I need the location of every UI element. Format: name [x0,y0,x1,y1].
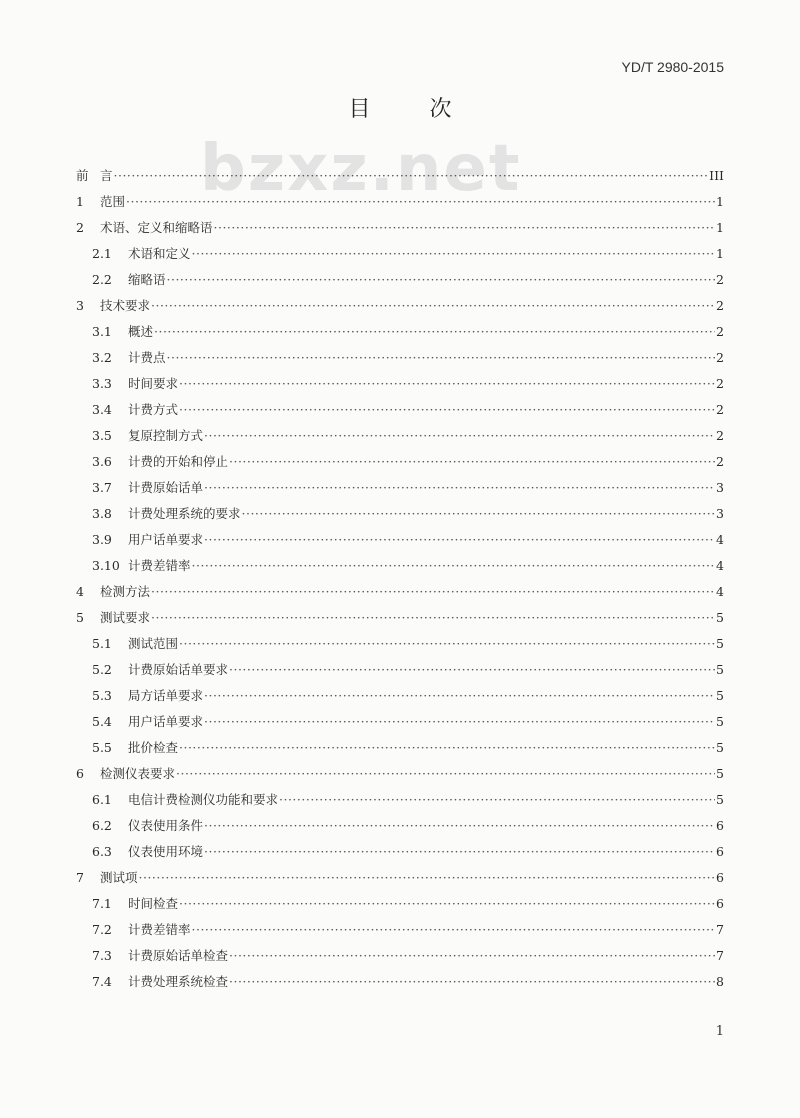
toc-entry-number: 6.3 [92,844,112,859]
table-of-contents [76,163,724,995]
toc-entry[interactable] [76,865,724,891]
toc-leader-dots [204,423,715,449]
toc-entry-page: 2 [716,272,724,287]
toc-entry-page: 5 [716,792,724,807]
toc-entry-number: 3.6 [92,454,112,469]
toc-entry-label: 缩略语 [128,272,166,287]
toc-entry[interactable] [76,371,724,397]
toc-leader-dots [192,917,716,943]
toc-entry-number: 3.1 [92,324,112,339]
toc-entry[interactable] [76,761,724,787]
toc-leader-dots [154,319,715,345]
toc-entry[interactable] [76,553,724,579]
toc-entry-page: 3 [716,506,724,521]
toc-entry-number: 3.3 [92,376,112,391]
toc-entry-label: 仪表使用环境 [128,844,204,859]
toc-leader-dots [151,605,715,631]
toc-entry-number: 7.3 [92,948,112,963]
toc-leader-dots [192,241,716,267]
toc-entry[interactable] [76,657,724,683]
toc-entry-page: 3 [716,480,724,495]
toc-leader-dots [204,527,715,553]
toc-entry-label: 计费原始话单检查 [128,948,229,963]
toc-entry[interactable] [76,241,724,267]
toc-entry-page: 5 [716,714,724,729]
toc-entry-page: 1 [716,246,724,261]
toc-entry-label: 测试范围 [128,636,179,651]
toc-entry-number: 6.1 [92,792,112,807]
toc-entry-number: 3 [76,298,84,313]
toc-entry-label: 言 [100,168,113,183]
toc-entry[interactable] [76,631,724,657]
toc-entry-label: 计费差错率 [128,922,191,937]
toc-entry-page: 8 [716,974,724,989]
toc-entry-number: 3.7 [92,480,112,495]
toc-entry-label: 检测方法 [100,584,151,599]
toc-entry[interactable] [76,423,724,449]
toc-entry-label: 术语、定义和缩略语 [100,220,213,235]
toc-leader-dots [167,267,716,293]
toc-entry[interactable] [76,709,724,735]
toc-entry-number: 2 [76,220,84,235]
toc-entry-page: 2 [716,324,724,339]
toc-entry-page: 4 [716,532,724,547]
toc-entry-number: 7 [76,870,84,885]
toc-entry-page: 2 [716,428,724,443]
toc-leader-dots [204,709,715,735]
toc-entry-number: 7.2 [92,922,112,937]
toc-entry-page: 6 [716,844,724,859]
toc-entry-number: 5.4 [92,714,112,729]
toc-entry-label: 计费方式 [128,402,179,417]
toc-entry-number: 3.8 [92,506,112,521]
toc-entry[interactable] [76,969,724,995]
toc-leader-dots [229,943,715,969]
toc-entry-number: 3.10 [92,558,120,573]
toc-entry-number: 3.2 [92,350,112,365]
toc-entry[interactable] [76,787,724,813]
toc-entry-label: 用户话单要求 [128,714,204,729]
toc-entry[interactable] [76,397,724,423]
toc-entry-page: 6 [716,896,724,911]
toc-entry[interactable] [76,605,724,631]
toc-entry-label: 测试项 [100,870,138,885]
toc-entry-number: 6.2 [92,818,112,833]
toc-entry-page: 2 [716,402,724,417]
toc-entry-number: 3.4 [92,402,112,417]
toc-entry-label: 复原控制方式 [128,428,204,443]
toc-entry[interactable] [76,813,724,839]
toc-entry-number: 1 [76,194,84,209]
toc-leader-dots [204,475,715,501]
toc-entry-label: 计费差错率 [128,558,191,573]
standard-code: YD/T 2980-2015 [621,59,724,75]
toc-entry-page: 5 [716,662,724,677]
toc-leader-dots [229,657,715,683]
toc-entry-page: 7 [716,948,724,963]
toc-entry-number: 5.5 [92,740,112,755]
toc-entry-label: 用户话单要求 [128,532,204,547]
toc-leader-dots [204,683,715,709]
toc-entry-label: 计费原始话单要求 [128,662,229,677]
toc-entry-number: 5 [76,610,84,625]
toc-entry-number: 7.1 [92,896,112,911]
toc-entry[interactable] [76,839,724,865]
page-title: 目 次 [348,97,478,122]
toc-entry-label: 计费的开始和停止 [128,454,229,469]
toc-entry-number: 6 [76,766,84,781]
toc-entry-page: 2 [716,376,724,391]
toc-entry[interactable] [76,891,724,917]
toc-entry-label: 计费处理系统检查 [128,974,229,989]
toc-entry[interactable] [76,163,724,189]
toc-entry-label: 时间检查 [128,896,179,911]
toc-entry[interactable] [76,215,724,241]
toc-leader-dots [204,839,715,865]
toc-entry[interactable] [76,267,724,293]
toc-entry-page: 5 [716,688,724,703]
toc-entry-page: 1 [716,194,724,209]
toc-entry-label: 计费点 [128,350,166,365]
toc-entry-number: 7.4 [92,974,112,989]
toc-leader-dots [151,579,715,605]
toc-leader-dots [139,865,716,891]
toc-entry-label: 局方话单要求 [128,688,204,703]
toc-leader-dots [179,371,715,397]
toc-leader-dots [192,553,716,579]
toc-entry-number: 3.5 [92,428,112,443]
toc-entry-label: 电信计费检测仪功能和要求 [128,792,279,807]
toc-entry-number: 5.2 [92,662,112,677]
toc-entry-page: 4 [716,584,724,599]
toc-entry-label: 批价检查 [128,740,179,755]
toc-leader-dots [179,397,715,423]
toc-entry[interactable] [76,683,724,709]
toc-entry-number: 前 [76,168,89,183]
toc-entry[interactable] [76,319,724,345]
toc-leader-dots [179,735,715,761]
toc-entry-number: 2.1 [92,246,112,261]
toc-entry[interactable] [76,943,724,969]
toc-entry-page: 6 [716,818,724,833]
toc-entry[interactable] [76,345,724,371]
toc-entry-label: 仪表使用条件 [128,818,204,833]
toc-entry-label: 术语和定义 [128,246,191,261]
toc-entry-number: 2.2 [92,272,112,287]
toc-entry[interactable] [76,579,724,605]
toc-entry-label: 测试要求 [100,610,151,625]
toc-entry-label: 技术要求 [100,298,151,313]
toc-entry-page: 6 [716,870,724,885]
toc-entry[interactable] [76,917,724,943]
toc-leader-dots [151,293,715,319]
toc-entry-page: 1 [716,220,724,235]
toc-entry[interactable] [76,449,724,475]
toc-entry-label: 概述 [128,324,154,339]
toc-entry-label: 检测仪表要求 [100,766,176,781]
toc-entry-number: 3.9 [92,532,112,547]
toc-entry-page: 5 [716,610,724,625]
toc-entry-number: 5.3 [92,688,112,703]
toc-leader-dots [176,761,715,787]
toc-entry-page: III [709,168,724,183]
toc-leader-dots [214,215,716,241]
toc-entry-page: 2 [716,454,724,469]
toc-leader-dots [229,449,715,475]
toc-entry[interactable] [76,293,724,319]
page-number: 1 [715,1024,724,1039]
toc-entry-label: 范围 [100,194,126,209]
toc-leader-dots [114,163,709,189]
toc-entry[interactable] [76,527,724,553]
toc-leader-dots [126,189,715,215]
toc-entry-page: 2 [716,350,724,365]
toc-entry-page: 5 [716,636,724,651]
toc-entry-label: 计费处理系统的要求 [128,506,241,521]
toc-leader-dots [229,969,715,995]
toc-entry-label: 计费原始话单 [128,480,204,495]
toc-entry-page: 4 [716,558,724,573]
toc-leader-dots [167,345,716,371]
toc-entry[interactable] [76,501,724,527]
toc-entry[interactable] [76,189,724,215]
toc-entry-number: 5.1 [92,636,112,651]
toc-entry-page: 2 [716,298,724,313]
toc-leader-dots [279,787,715,813]
toc-leader-dots [179,631,715,657]
toc-entry-number: 4 [76,584,84,599]
toc-entry-page: 7 [716,922,724,937]
toc-entry-page: 5 [716,766,724,781]
toc-entry-label: 时间要求 [128,376,179,391]
toc-leader-dots [179,891,715,917]
toc-entry[interactable] [76,735,724,761]
toc-entry[interactable] [76,475,724,501]
toc-leader-dots [242,501,716,527]
toc-entry-page: 5 [716,740,724,755]
watermark: bzxz.net [200,132,522,206]
toc-leader-dots [204,813,715,839]
